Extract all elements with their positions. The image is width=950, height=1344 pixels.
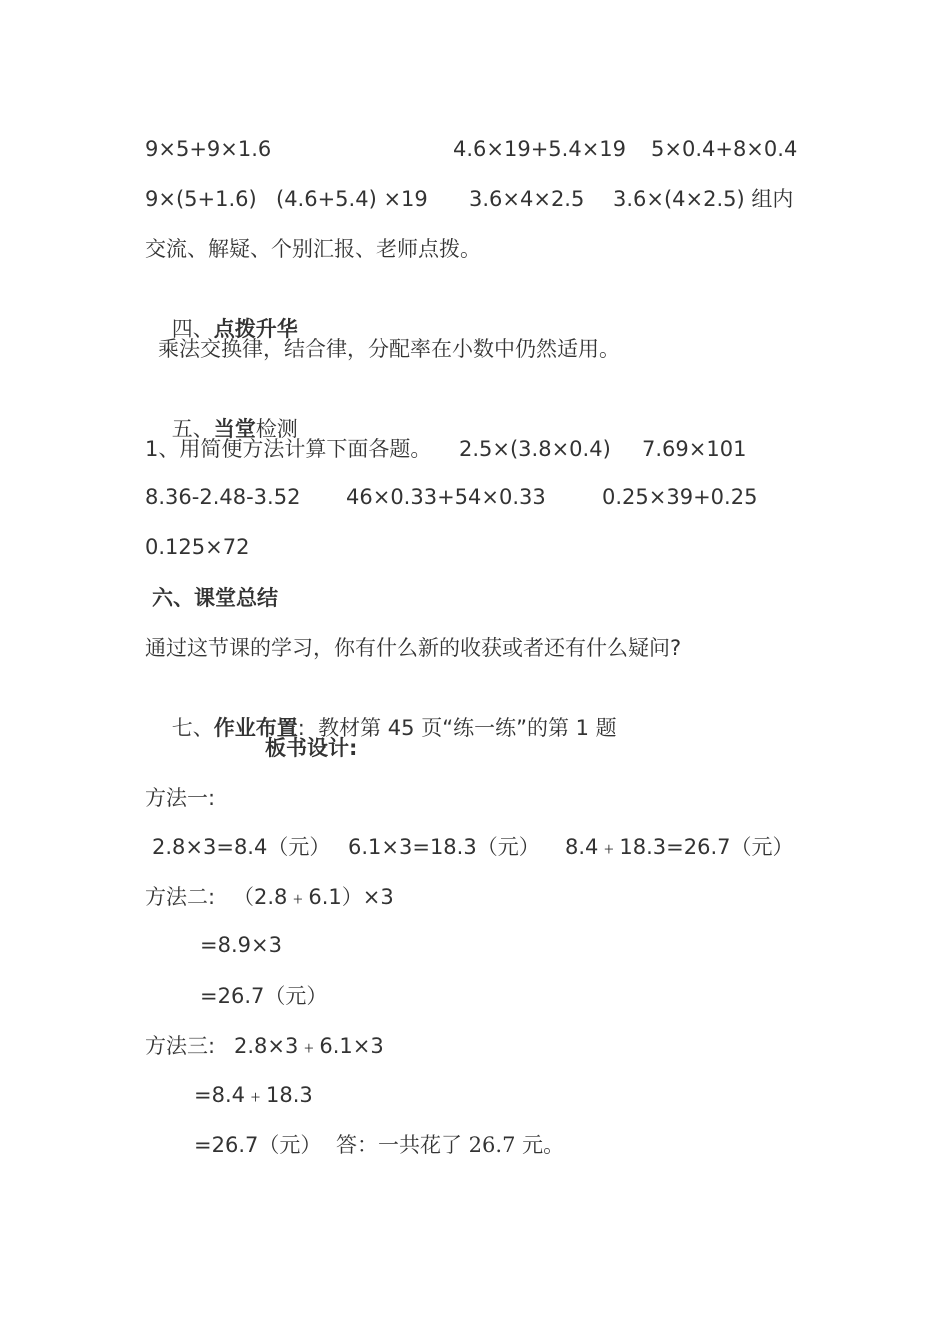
method-three-row [145,1031,384,1061]
section-number: 七、 [171,716,214,740]
expression: 3.6×(4×2.5) 组内 [613,187,794,211]
expression: =8.9×3 [200,933,282,957]
section-heading-5 [145,384,298,441]
expression: (4.6+5.4) ×19 [276,187,428,211]
answer-row [194,1130,565,1160]
homework-text: : 教材第 45 页“练一练”的第 1 题 [297,716,617,740]
expression: 7.69×101 [642,437,747,461]
method-label: 方法二: [145,885,216,909]
section-title: 当堂 [213,417,256,441]
answer-text: 答：一共花了 26.7 元。 [336,1133,565,1157]
paragraph: 乘法交换律，结合律，分配率在小数中仍然适用。 [158,337,620,361]
expression: 8.4﹢18.3=26.7（元） [565,835,794,859]
section-title: 点拨升华 [213,317,298,341]
exercise-row-2 [145,184,794,214]
section-heading-4 [145,284,298,341]
method-label: 方法三: [145,1034,216,1058]
section-title: 作业布置 [213,716,298,740]
expression: 3.6×4×2.5 [469,187,585,211]
question-text: 1、用简便方法计算下面各题。 [145,437,432,461]
expression: 0.125×72 [145,535,250,559]
section-number: 五、 [171,417,214,441]
expression: 2.5×(3.8×0.4) [459,437,611,461]
expression: 4.6×19+5.4×19 [453,137,627,161]
expression: 6.1×3=18.3（元） [348,835,540,859]
expression: =26.7（元） [200,984,328,1008]
expression: 46×0.33+54×0.33 [346,485,546,509]
expression: 9×(5+1.6) [145,187,257,211]
exercise-row-3 [145,434,747,464]
section-heading-7 [145,683,617,740]
method-two-row [145,882,394,912]
expression: =8.4﹢18.3 [194,1083,313,1107]
expression: 2.8×3=8.4（元） [152,835,331,859]
paragraph: 通过这节课的学习，你有什么新的收获或者还有什么疑问? [145,636,682,660]
section-title-rest: 检测 [255,417,298,441]
exercise-row-1 [145,134,798,164]
method-one-row [145,832,794,862]
paragraph: 交流、解疑、个别汇报、老师点拨。 [145,237,481,261]
expression: 2.8×3﹢6.1×3 [234,1034,384,1058]
expression: 8.36-2.48-3.52 [145,485,301,509]
expression: 9×5+9×1.6 [145,137,272,161]
expression: （2.8﹢6.1）×3 [233,885,394,909]
method-label: 方法一: [145,786,216,810]
expression: =26.7（元） [194,1133,322,1157]
board-design-title: 板书设计: [265,736,358,760]
expression: 0.25×39+0.25 [602,485,758,509]
section-heading-6: 六、课堂总结 [152,586,278,610]
section-number: 四、 [171,317,214,341]
expression: 5×0.4+8×0.4 [651,137,798,161]
exercise-row-4 [145,482,758,512]
